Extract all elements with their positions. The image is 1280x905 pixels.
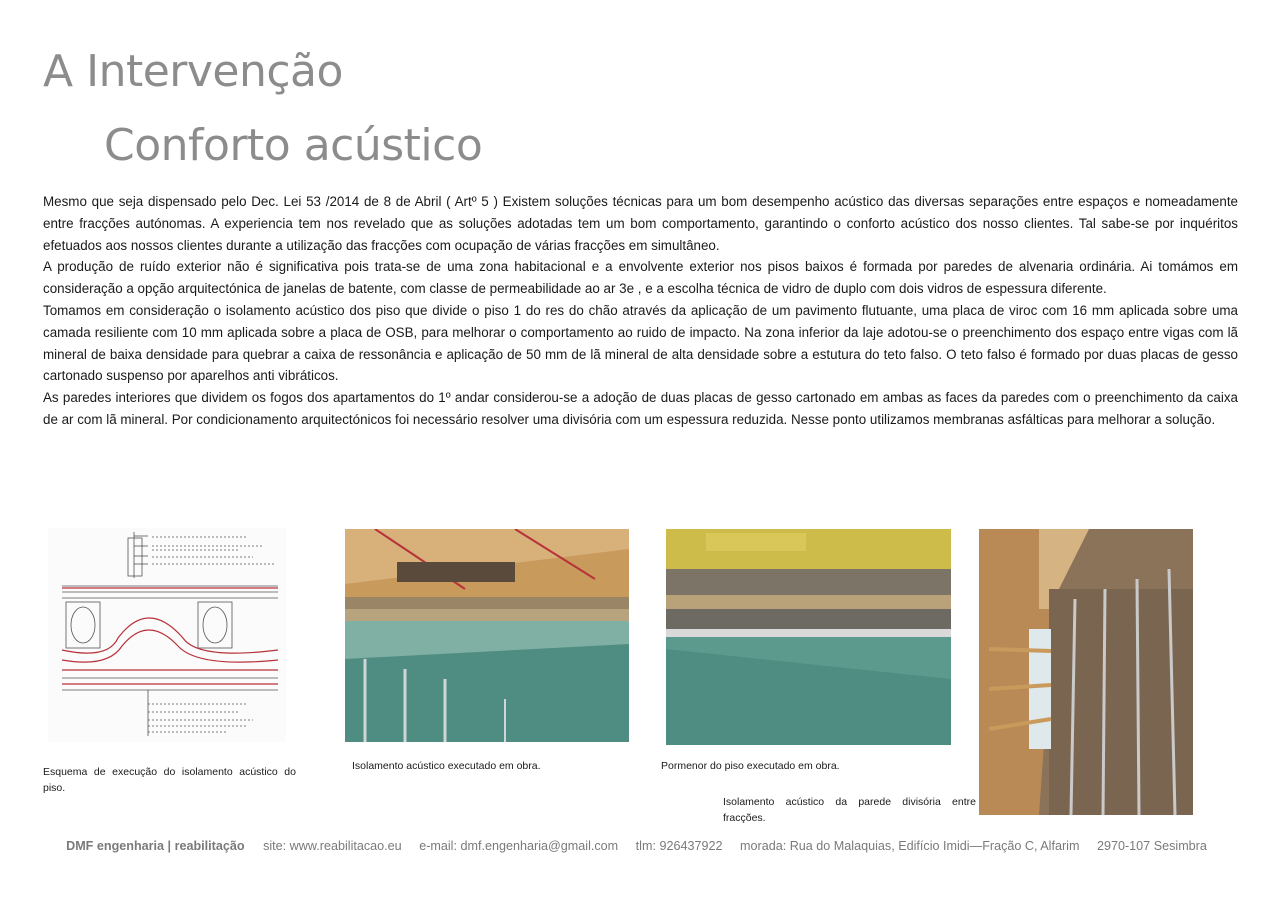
paragraph-floor-insulation: Tomamos em consideração o isolamento acústico dos piso que divide o piso 1 do res do chão através da aplicação de um pavimento flutuante, uma placa de viroc com 16 mm aplicada sobre uma camada resiliente com 10 mm aplicada sobre a placa de OSB, para melhorar o comportamento ao ruido de impacto. Na zona inferior da laje adotou-se o preenchimento dos espaço entre vigas com lã mineral de baixa densidade para quebrar a caixa de ressonância e aplicação de 50 mm de lã mineral de alta densidade sobre a estutura do teto falso. O teto falso é formado por duas placas de gesso cartonado suspenso por aparelhos anti vibráticos.	[43, 302, 1238, 384]
footer-phone: tlm: 926437922	[635, 839, 723, 853]
footer	[0, 839, 1280, 853]
floor-detail-photo	[666, 529, 951, 745]
caption-wall-photo: Isolamento acústico da parede divisória entre fracções.	[723, 796, 976, 824]
footer-brand: DMF engenharia | reabilitação	[66, 839, 245, 853]
paragraph-regulation: Mesmo que seja dispensado pelo Dec. Lei 53 /2014 de 8 de Abril ( Artº 5 ) Existem soluções técnicas para um bom desempenho acústico das diversas separações entre espaços e nomeadamente entre fracções autónomas. A experiencia tem nos revelado que as soluções adotadas tem um bom comportamento, garantindo o conforto acústico dos nosso clientes. Tal sabe-se por inquéritos efetuados aos nossos clientes durante a utilização das fracções com ocupação de várias fracções em simultâneo.	[43, 194, 1238, 253]
wall-insulation-photo	[979, 529, 1193, 815]
page-subtitle: Conforto acústico	[104, 120, 483, 171]
page-title: A Intervenção	[43, 46, 343, 97]
caption-sketch: Esquema de execução do isolamento acústico do piso.	[43, 766, 296, 794]
body-text	[43, 191, 1238, 431]
paragraph-exterior-noise: A produção de ruído exterior não é significativa pois trata-se de uma zona habitacional e a envolvente exterior nos pisos baixos é formada por paredes de alvenaria ordinária. Ai tomámos em consideração a opção arquitectónica de janelas de batente, com classe de permeabilidade ao ar 3e , e a escolha técnica de vidro de duplo com dois vidros de espessura diferente.	[43, 259, 1238, 297]
footer-email-link[interactable]: e-mail: dmf.engenharia@gmail.com	[419, 839, 619, 853]
floor-section-sketch	[48, 528, 286, 742]
footer-site-link[interactable]: site: www.reabilitacao.eu	[263, 839, 402, 853]
caption-ceiling-photo: Isolamento acústico executado em obra.	[352, 760, 541, 772]
paragraph-interior-walls: As paredes interiores que dividem os fogos dos apartamentos do 1º andar considerou-se a adoção de duas placas de gesso cartonado em ambas as faces da paredes com o preenchimento da caixa de ar com lã mineral. Por condicionamento arquitectónicos foi necessário resolver uma divisória com um espessura reduzida. Nesse ponto utilizamos membranas asfálticas para melhorar a solução.	[43, 390, 1238, 427]
footer-postal: 2970-107 Sesimbra	[1096, 839, 1207, 853]
caption-floor-photo: Pormenor do piso executado em obra.	[661, 760, 840, 772]
ceiling-insulation-photo	[345, 529, 629, 742]
footer-address: morada: Rua do Malaquias, Edifício Imidi—Fração C, Alfarim	[740, 839, 1080, 853]
